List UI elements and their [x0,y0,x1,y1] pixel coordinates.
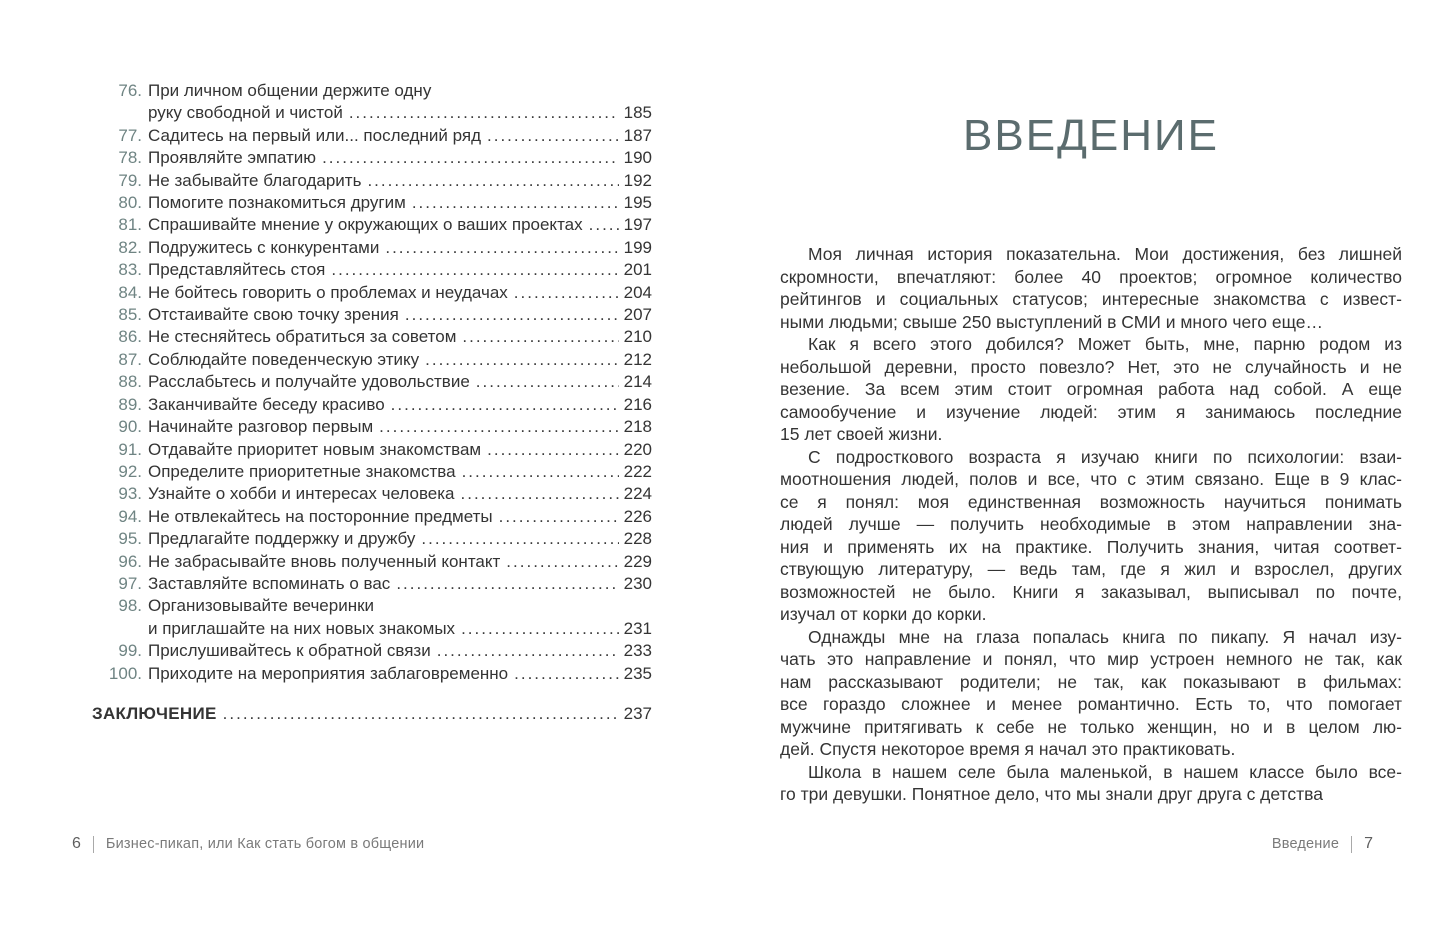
toc-item [92,506,652,528]
toc-entry-body [148,483,652,505]
toc-entry-body [148,371,652,393]
conclusion-row [92,703,652,725]
toc-page-number: 210 [623,327,652,347]
dot-leader [367,170,619,192]
toc-item [92,326,652,348]
text-line: ными людьми; свыше 250 выступлений в СМИ и много чего еще… [780,311,1324,332]
toc-title: Прислушивайтесь к обратной связи [148,641,431,661]
toc-item [92,237,652,259]
toc-page-number: 212 [623,349,652,369]
toc-page-number: 228 [623,529,652,549]
toc-item [92,349,652,371]
text-line: самообучение и изучение людей: этим я занимаюсь последние [780,401,1402,422]
toc-title: Не стесняйтесь обратиться за советом [148,327,457,347]
toc-number: 82. [118,237,142,257]
footer-left [72,834,424,854]
toc-number: 83. [118,260,142,280]
toc-title: Предлагайте поддержку и дружбу [148,529,416,549]
toc-line [148,573,652,595]
toc-item [92,170,652,192]
dot-leader [349,102,619,124]
toc-number: 86. [118,327,142,347]
toc-number: 100. [108,663,142,683]
text-line: Школа в нашем селе была маленькой, в нашем классе было все- [808,761,1402,782]
toc-line [148,326,652,348]
text-line: все гораздо сложнее и менее романтично. Есть то, что помогает [780,694,1402,714]
toc-number: 77. [118,125,142,145]
dot-leader [437,640,619,662]
text-line: людей лучше — получить необходимые в этом направлении зна- [780,514,1402,534]
toc-title: Соблюдайте поведенческую этику [148,349,420,369]
toc-item [92,125,652,147]
toc-item [92,192,652,214]
toc-entry-body [148,573,652,595]
chapter-heading: ВВЕДЕНИЕ [963,111,1219,160]
toc-entry-body [148,394,652,416]
toc-line [148,394,652,416]
toc-number: 79. [118,170,142,190]
toc-item [92,595,652,640]
toc-line [148,170,652,192]
text-line: везение. За всем этим стоит огромная работа над собой. А еще [780,379,1402,399]
toc-entry-body [148,640,652,662]
toc-title: Не отвлекайтесь на посторонние предметы [148,506,493,526]
toc-item [92,80,652,125]
toc-page-number: 233 [623,641,652,661]
toc-title: Не забрасывайте вновь полученный контакт [148,551,501,571]
toc-line [148,349,652,371]
toc-title: Спрашивайте мнение у окружающих о ваших проектах [148,215,583,235]
dot-leader [514,663,619,685]
toc-page-number: 231 [623,618,652,638]
dot-leader [462,461,619,483]
dot-leader [385,237,619,259]
text-line: изучал от корки до корки. [780,604,987,624]
dot-leader [396,573,619,595]
toc-title: Организовывайте вечеринки [148,596,375,616]
dot-leader [462,326,619,348]
toc-item [92,573,652,595]
toc-page-number: 192 [623,170,652,190]
footer-divider [1351,836,1352,853]
toc-line [148,282,652,304]
paragraph [780,333,1402,446]
text-line: мужчине притягивать к себе не только женщин, но и в целом лю- [780,716,1402,737]
section-title: Введение [1271,836,1340,852]
dot-leader [461,618,619,640]
toc-entry-body [148,326,652,348]
toc-number: 89. [118,394,142,414]
toc-page-number: 216 [623,394,652,414]
toc-entry-body [148,439,652,461]
toc-line [148,125,652,147]
toc-title: При личном общении держите одну [148,81,432,100]
page-number: 6 [72,835,81,852]
toc-page-number: 237 [623,704,652,723]
dot-leader [223,703,619,725]
toc-line [148,618,652,640]
toc-page-number: 187 [623,125,652,145]
toc-title: Помогите познакомиться другим [148,193,406,213]
toc-number: 88. [118,372,142,392]
toc-number: 95. [118,529,142,549]
toc-title: Заканчивайте беседу красиво [148,394,385,414]
toc-line [148,483,652,505]
toc-entry-body [148,304,652,326]
dot-leader [379,416,619,438]
dot-leader [514,282,619,304]
toc-item [92,304,652,326]
toc-item [92,147,652,169]
text-line: се я понял: моя единственная возможность научиться понимать [780,491,1402,512]
toc-page-number: 207 [623,305,652,325]
text-line: Однажды мне на глаза попалась книга по пикапу. Я начал изу- [808,626,1402,647]
footer-divider [93,836,94,853]
toc-page-number: 185 [623,103,652,123]
toc-title: Определите приоритетные знакомства [148,461,456,481]
toc-page-number: 214 [623,372,652,392]
dot-leader [405,304,619,326]
toc-line [148,259,652,281]
dot-leader [322,147,619,169]
toc-entry-body [148,551,652,573]
toc-title: Отдавайте приоритет новым знакомствам [148,439,482,459]
toc-number: 81. [118,215,142,235]
toc-title: Садитесь на первый или... последний ряд [148,125,481,145]
toc-number: 84. [118,282,142,302]
toc-title: Проявляйте эмпатию [148,148,317,168]
toc-item [92,640,652,662]
toc-title: Не забывайте благодарить [148,170,362,190]
toc-title: Заставляйте вспоминать о вас [148,573,391,593]
text-line: ния и применять их на практике. Получить знания, читая соответ- [780,536,1402,557]
toc-number: 97. [118,573,142,593]
toc-entry-body [148,147,652,169]
intro-paragraphs [780,243,1402,806]
toc-line [148,237,652,259]
dot-leader [476,371,619,393]
book-title: Бизнес-пикап, или Как стать богом в общении [105,836,425,852]
dot-leader [499,506,619,528]
toc-number: 87. [118,349,142,369]
toc-title: Начинайте разговор первым [148,417,374,437]
toc-item [92,551,652,573]
text-line: 15 лет своей жизни. [780,424,943,444]
toc-item [92,394,652,416]
toc-item [92,528,652,550]
toc-line [148,528,652,550]
toc-number: 93. [118,484,142,504]
toc-item [92,461,652,483]
toc-entry-body [148,237,652,259]
toc-item [92,259,652,281]
toc-line [148,640,652,662]
toc-number: 92. [118,461,142,481]
toc-line [148,371,652,393]
toc-line [148,461,652,483]
toc-entry-body [148,192,652,214]
toc-line [148,102,652,124]
toc-item [92,282,652,304]
toc-title: Отстаивайте свою точку зрения [148,305,399,325]
dot-leader [487,125,619,147]
toc-page-number: 197 [623,215,652,235]
toc-line [148,192,652,214]
toc-number: 94. [118,506,142,526]
text-line: ствующую литературу, — ведь там, где я жил и взрослел, других [780,559,1402,579]
toc-entry-body [148,214,652,236]
toc-number: 99. [118,641,142,661]
dot-leader [425,349,619,371]
toc-line [148,147,652,169]
toc-number: 98. [118,596,142,616]
toc-entry-body [148,461,652,483]
toc-page-number: 218 [623,417,652,437]
footer-right [1272,834,1373,854]
text-line: небольшой деревни, просто повезло? Нет, это не случайность и не [780,356,1402,377]
conclusion-label: ЗАКЛЮЧЕНИЕ [92,704,217,723]
toc-page-number: 199 [623,237,652,257]
toc-line [148,304,652,326]
toc-title: руку свободной и чистой [148,103,343,123]
text-line: нам рассказывают родители; не так, как показывают в фильмах: [780,671,1402,692]
text-line: скромности, впечатляют: более 40 проектов; огромное количество [780,266,1402,287]
toc-page-number: 220 [623,439,652,459]
toc-title: Представляйтесь стоя [148,260,326,280]
paragraph [780,626,1402,761]
toc-item [92,439,652,461]
toc-page-number: 235 [623,663,652,683]
toc-entry-body [148,80,652,125]
text-line: го три девушки. Понятное дело, что мы знали друг друга с детства [780,784,1323,804]
dot-leader [391,394,619,416]
toc-line [148,80,652,102]
toc-entry-body [148,595,652,640]
text-line: чать это направление и понял, что мир устроен немного не так, как [780,649,1402,669]
toc-number: 90. [118,417,142,437]
toc-title: Приходите на мероприятия заблаговременно [148,663,509,683]
toc-title: и приглашайте на них новых знакомых [148,618,456,638]
toc-number: 85. [118,305,142,325]
toc-entry-body [148,528,652,550]
toc-entry-body [148,125,652,147]
toc-page-number: 230 [623,573,652,593]
toc-number: 91. [118,439,142,459]
toc-number: 76. [118,81,142,100]
text-line: Как я всего этого добился? Может быть, мне, парню родом из [808,334,1402,354]
toc-number: 80. [118,193,142,213]
toc-number: 78. [118,148,142,168]
toc-item [92,416,652,438]
dot-leader [412,192,619,214]
toc-entry-body [148,259,652,281]
toc-entry-body [148,416,652,438]
toc-entry-body [148,282,652,304]
toc-entry-body [148,506,652,528]
toc-page-number: 222 [623,461,652,481]
toc-line [148,416,652,438]
text-line: возможностей не было. Книги я заказывал, выписывал по почте, [780,581,1402,602]
toc-list [92,80,652,685]
text-line: Моя личная история показательна. Мои достижения, без лишней [808,244,1402,264]
toc-line [148,214,652,236]
toc-item [92,214,652,236]
toc-title: Узнайте о хобби и интересах человека [148,484,455,504]
text-line: рейтингов и социальных статусов; интересные знакомства с извест- [780,289,1402,309]
toc-item [92,483,652,505]
paragraph [780,243,1402,333]
text-line: дей. Спустя некоторое время я начал это практиковать. [780,739,1236,759]
toc-entry-body [148,349,652,371]
paragraph [780,446,1402,626]
dot-leader [421,528,619,550]
toc-number: 96. [118,551,142,571]
dot-leader [461,483,620,505]
toc-line [148,663,652,685]
text-line: С подросткового возраста я изучаю книги по психологии: взаи- [808,446,1402,467]
dot-leader [589,214,619,236]
toc-page-number: 195 [623,193,652,213]
dot-leader [331,259,619,281]
toc-line [148,551,652,573]
page-number: 7 [1364,835,1373,852]
toc-entry-body [148,663,652,685]
toc-page-number: 190 [623,148,652,168]
toc-title: Подружитесь с конкурентами [148,237,380,257]
toc-page-number: 224 [623,484,652,504]
toc-line [148,506,652,528]
toc-page-number: 201 [623,260,652,280]
toc-line [148,439,652,461]
toc-page-number: 229 [623,551,652,571]
dot-leader [506,551,619,573]
toc-page-number: 226 [623,506,652,526]
text-line: моотношения людей, полов и все, что с этим связано. Еще в 9 клас- [780,469,1402,489]
paragraph [780,761,1402,806]
toc-entry-body [148,170,652,192]
toc-item [92,663,652,685]
toc-line [148,595,652,617]
toc-item [92,371,652,393]
toc-title: Расслабьтесь и получайте удовольствие [148,372,470,392]
toc-page-number: 204 [623,282,652,302]
toc-title: Не бойтесь говорить о проблемах и неудачах [148,282,508,302]
dot-leader [487,439,619,461]
